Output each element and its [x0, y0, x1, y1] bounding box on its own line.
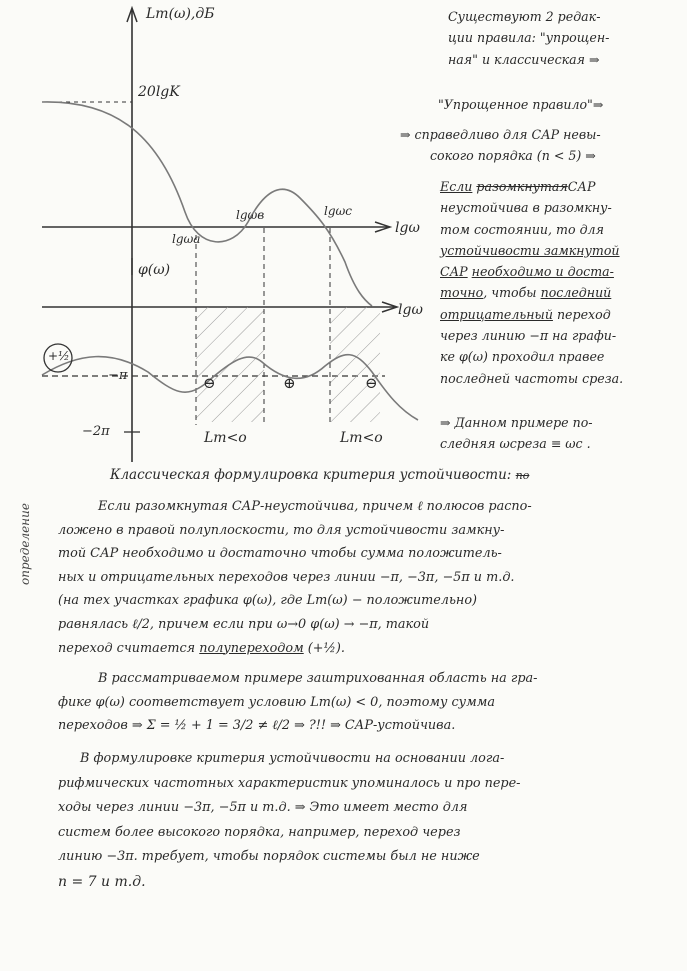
hatched-region-2 — [330, 307, 380, 422]
lm-negative-label-1: Lm<o — [204, 430, 247, 446]
p1-line-7a: переход считается — [58, 640, 196, 656]
p1-line-3: той САР необходимо и достаточно чтобы сумма положитель- — [58, 546, 502, 562]
p3-line-3: ходы через линии −3π, −5π и т.д. ⇒ Это имеет место для — [58, 800, 468, 815]
validity-line-1: ⇒ справедливо для САР невы- — [400, 127, 601, 142]
rule-line-4: устойчивости замкнутой — [440, 242, 620, 258]
heading-struck: по — [515, 469, 530, 482]
example-note — [440, 412, 683, 455]
minus-sign-1: ⊖ — [203, 374, 216, 392]
p1-line-5: (на тех участках графика φ(ω), где Lm(ω) − положительно) — [58, 593, 478, 609]
rule-line-6c: последний — [540, 285, 612, 301]
rule-line-5a: САР — [440, 264, 468, 280]
rule-line-10: последней частоты среза. — [440, 370, 624, 386]
heading-text: Классическая формулировка критерия устойчивости: — [110, 467, 512, 483]
rule-line-6b: , чтобы — [483, 285, 537, 301]
p3-line-4: систем более высокого порядка, например, переход через — [58, 824, 461, 840]
example-line-2: следняя ωсреза ≡ ωc . — [440, 436, 591, 452]
p3-line-6: n = 7 и т.д. — [58, 873, 146, 890]
rule-line-5b: необходимо и доста- — [471, 264, 614, 280]
lgwa-label: lgωa — [172, 232, 201, 246]
rule-line-3: том состоянии, то для — [440, 221, 604, 237]
rule-line-8: через линию −π на графи- — [440, 328, 617, 344]
p3-line-5: линию −3π. требует, чтобы порядок системы был не ниже — [58, 849, 480, 864]
p2-line-2: фике φ(ω) соответствует условию Lm(ω) < 0, поэтому сумма — [58, 694, 495, 710]
minus-pi-label: −π — [108, 368, 128, 383]
classical-paragraph — [58, 495, 682, 660]
p1-line-2: ложено в правой полуплоскости, то для устойчивости замкну- — [58, 522, 505, 538]
intro-line-2: ции правила: "упрощен- — [448, 30, 610, 46]
classical-heading — [110, 464, 680, 488]
lgwc-label: lgωc — [324, 204, 353, 218]
p1-line-7b: полупереходом — [199, 640, 304, 656]
p2-line-3: переходов ⇒ Σ = ½ + 1 = 3/2 ≠ ℓ/2 ⇒ ?!! ⇒ САР-устойчива. — [58, 718, 456, 734]
rule-sau: САР — [567, 179, 596, 194]
higher-order-paragraph — [58, 747, 682, 894]
rule-line-7b: переход — [552, 306, 611, 322]
rule-line-2: неустойчива в разомкну- — [440, 200, 612, 216]
example-paragraph — [58, 667, 682, 738]
20lgk-label: 20lgK — [138, 84, 180, 100]
phi-label: φ(ω) — [138, 262, 171, 278]
simplified-rule — [440, 176, 683, 389]
lm-negative-label-2: Lm<o — [340, 430, 383, 446]
rule-line-6a: точно — [440, 285, 484, 301]
minus-2pi-label: −2π — [82, 424, 110, 439]
p2-line-1: В рассматриваемом примере заштрихованная область на гра- — [98, 671, 538, 686]
p1-line-4: ных и отрицательных переходов через линии −π, −3π, −5π и т.д. — [58, 569, 515, 585]
validity-text — [400, 124, 683, 167]
intro-line-3: ная" и классическая ⇒ — [448, 51, 600, 67]
validity-line-2: сокого порядка (n < 5) ⇒ — [430, 148, 596, 164]
rule-struck-word: разомкнутая — [476, 179, 568, 194]
lgw-label-1: lgω — [395, 220, 420, 236]
intro-line-1: Существуют 2 редак- — [448, 9, 601, 24]
lgw-label-2: lgω — [398, 302, 423, 318]
lm-axis-label: Lm(ω),дБ — [146, 6, 215, 22]
plus-half-label: +½ — [48, 349, 70, 363]
simplified-title: "Упрощенное правило"⇒ — [438, 97, 604, 112]
intro-text — [448, 6, 683, 70]
rule-line-9: ке φ(ω) проходил правее — [440, 349, 605, 365]
p1-line-7c: (+½). — [307, 640, 345, 656]
p1-line-6: равнялась ℓ/2, причем если при ω→0 φ(ω) → −π, такой — [58, 616, 430, 632]
minus-sign-2: ⊖ — [365, 374, 378, 392]
lgwb-label: lgωв — [236, 208, 265, 222]
side-note: определение — [18, 503, 32, 585]
p3-line-1: В формулировке критерия устойчивости на основании лога- — [80, 751, 505, 766]
rule-line-7: отрицательный — [440, 306, 553, 322]
lm-curve — [42, 102, 372, 306]
plus-sign: ⊕ — [283, 374, 296, 392]
example-line-1: ⇒ Данном примере по- — [440, 415, 593, 430]
p1-line-1: Если разомкнутая САР-неустойчива, причем ℓ полюсов распо- — [98, 499, 532, 514]
rule-word-if: Если — [440, 179, 473, 194]
p3-line-2: рифмических частотных характеристик упоминалось и про пере- — [58, 775, 521, 791]
